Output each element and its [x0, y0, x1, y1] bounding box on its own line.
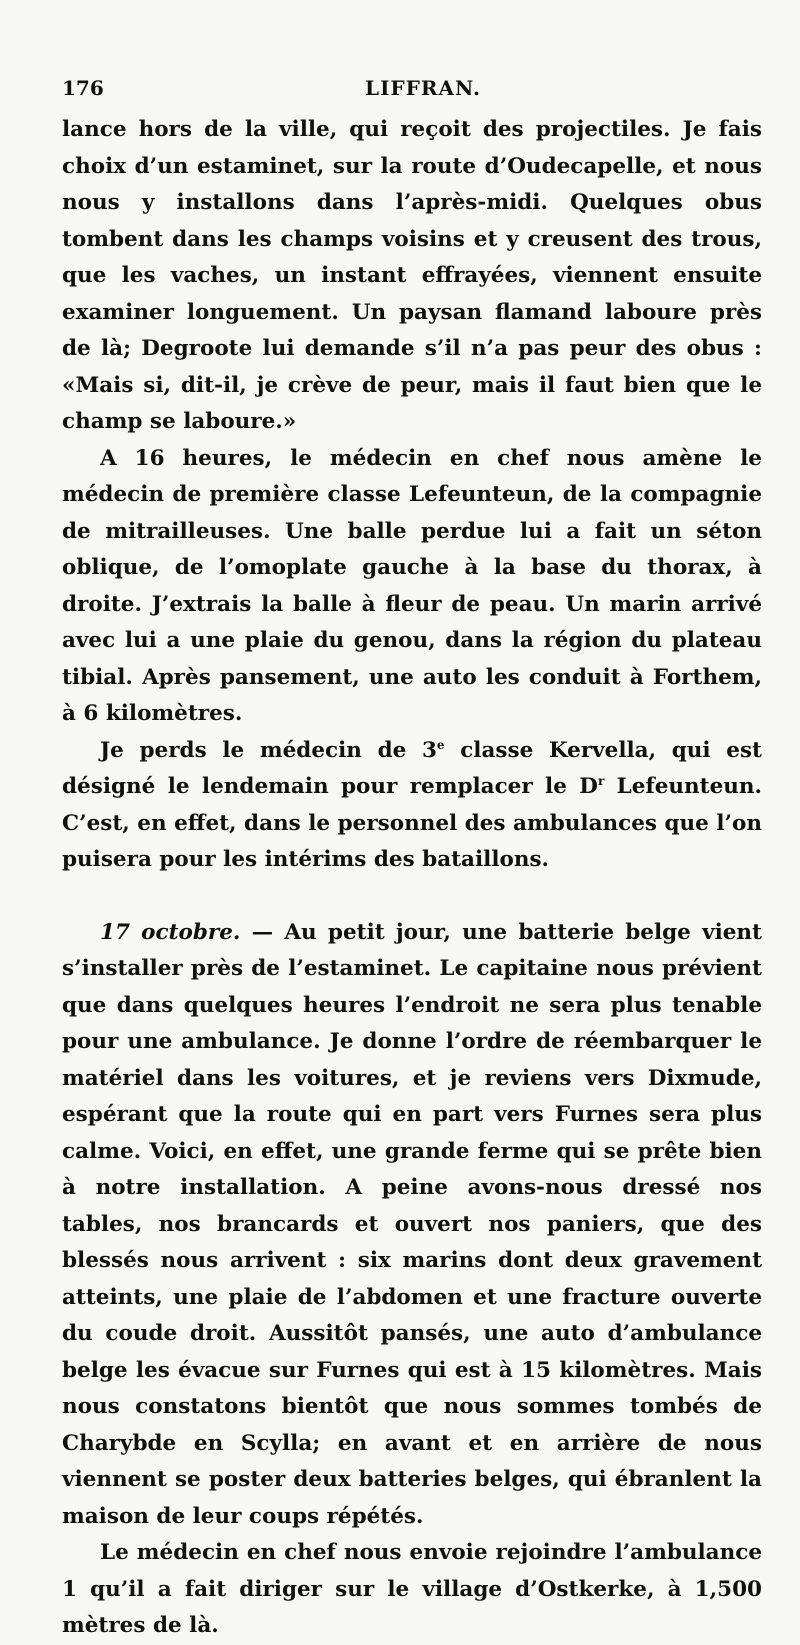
paragraph-3-text-b: classe Kervella, qui est désigné le lendemain pour remplacer le D [62, 737, 762, 799]
paragraph-3-text-c: Lefeunteun. C’est, en effet, dans le personnel des ambulances que l’on puisera pour les intérims des bataillons. [62, 774, 762, 872]
paragraph-3-text-a: Je perds le médecin de 3 [100, 737, 437, 763]
date-heading: 17 octobre. [100, 919, 241, 945]
page-number: 176 [62, 76, 104, 100]
body-text [62, 112, 762, 1645]
paragraph-1: lance hors de la ville, qui reçoit des projectiles. Je fais choix d’un estaminet, sur la route d’Oudecapelle, et nous nous y installons dans l’après-midi. Quelques obus tombent dans les champs voisins et y creusent des trous, que les vaches, un instant effrayées, viennent ensuite examiner longuement. Un paysan flamand laboure près de là; Degroote lui demande s’il n’a pas peur des obus : «Mais si, dit-il, je crève de peur, mais il faut bien que le champ se laboure.» [62, 117, 762, 434]
superscript-e: e [436, 737, 445, 752]
page-header [62, 72, 762, 106]
superscript-r: r [597, 773, 605, 788]
paragraph-2: A 16 heures, le médecin en chef nous amène le médecin de première classe Lefeunteun, de la compagnie de mitrailleuses. Une balle perdue lui a fait un séton oblique, de l’omoplate gauche à la base du thorax, à droite. J’extrais la balle à fleur de peau. Un marin arrivé avec lui a une plaie du genou, dans la région du plateau tibial. Après pansement, une auto les conduit à Forthem, à 6 kilomètres. [62, 445, 762, 726]
paragraph-4 [62, 915, 762, 1536]
paragraph-4-text: — Au petit jour, une batterie belge vient s’installer près de l’estaminet. Le capitaine nous prévient que dans quelques heures l’endroit ne sera plus tenable pour une ambulance. Je donne l’ordre de réembarquer le matériel dans les voitures, et je reviens vers Dixmude, espérant que la route qui en part vers Furnes sera plus calme. Voici, en effet, une grande ferme qui se prête bien à notre installation. A peine avons-nous dressé nos tables, nos brancards et ouvert nos paniers, que des blessés nous arrivent : six marins dont deux gravement atteints, une plaie de l’abdomen et une fracture ouverte du coude droit. Aussitôt pansés, une auto d’ambulance belge les évacue sur Furnes qui est à 15 kilomètres. Mais nous constatons bientôt que nous sommes tombés de Charybde en Scylla; en avant et en arrière de nous viennent se poster deux batteries belges, qui ébranlent la maison de leur coups répétés. [62, 919, 762, 1529]
paragraph-5: Le médecin en chef nous envoie rejoindre l’ambulance 1 qu’il a fait diriger sur le village d’Ostkerke, à 1,500 mètres de là. [62, 1540, 762, 1638]
running-title: LIFFRAN. [365, 76, 481, 100]
paragraph-3 [62, 733, 762, 879]
